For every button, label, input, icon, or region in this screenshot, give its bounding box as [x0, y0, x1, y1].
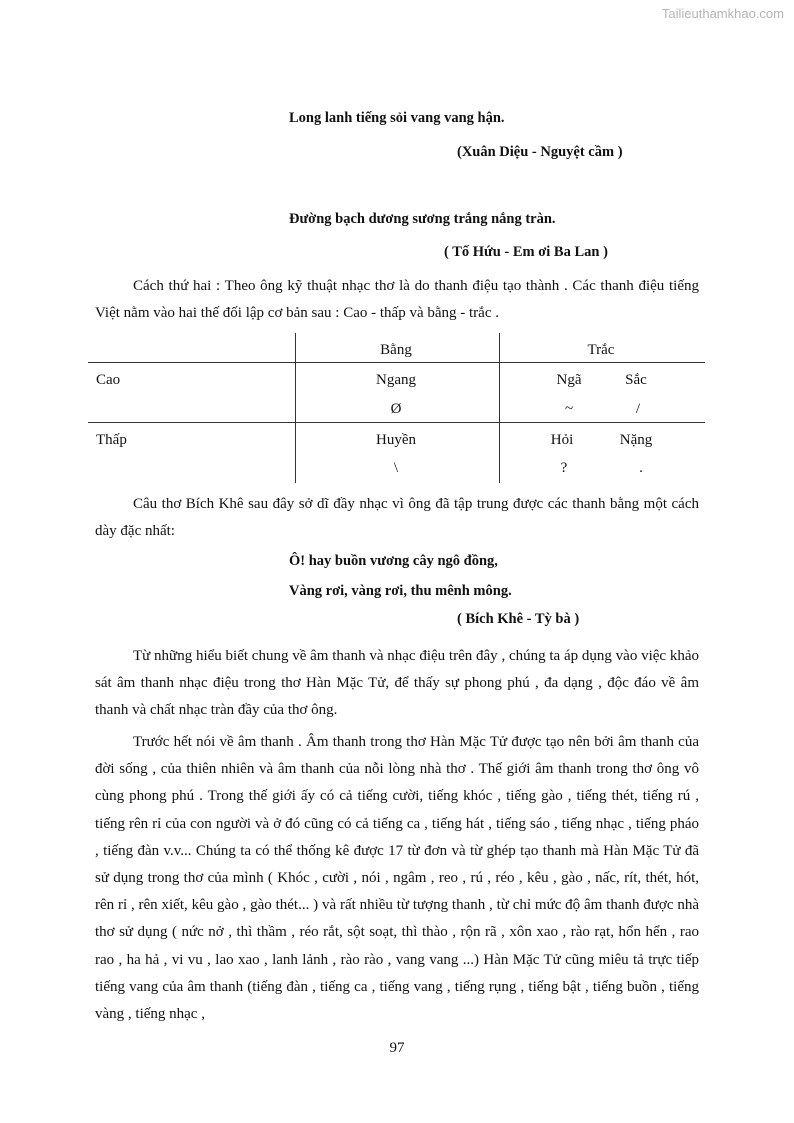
table-cell-ngang: Ngang: [376, 372, 416, 388]
paragraph-tone-intro: Cách thứ hai : Theo ông kỹ thuật nhạc thơ là do thanh điệu tạo thành . Các thanh điệu tiếng Việt nằm vào hai thế đối lập cơ bản sau : Cao - thấp và bằng - trắc .: [95, 278, 699, 322]
table-header-bang: Bằng: [380, 342, 412, 358]
table-mark-nga: ~: [564, 401, 574, 417]
quote-source-bich-khe: ( Bích Khê - Tỳ bà ): [457, 611, 580, 627]
table-column-divider-2: [499, 333, 500, 483]
table-mark-huyen: \: [393, 460, 399, 476]
page-number: 97: [389, 1040, 405, 1056]
table-mark-sac: /: [635, 401, 641, 417]
poem-line-bich-khe-2: Vàng rơi, vàng rơi, thu mênh mông.: [289, 583, 512, 599]
table-cell-huyen: Huyền: [376, 432, 416, 448]
quote-source-xuan-dieu: (Xuân Diệu - Nguyệt cầm ): [457, 144, 623, 160]
table-header-trac: Trắc: [587, 342, 615, 358]
tone-table: [88, 333, 705, 483]
table-cell-nang: Nặng: [619, 432, 653, 448]
poem-line-to-huu: Đường bạch dương sương trắng nắng tràn.: [289, 211, 556, 227]
table-mark-nang: .: [639, 460, 643, 476]
table-cell-hoi: Hỏi: [550, 432, 574, 448]
table-row-divider: [88, 422, 705, 423]
paragraph-bich-khe-intro: Câu thơ Bích Khê sau đây sở dĩ đầy nhạc vì ông đã tập trung được các thanh bằng một cách dày đặc nhất:: [95, 496, 699, 540]
table-cell-sac: Sắc: [625, 372, 647, 388]
paragraph-sound-analysis: Trước hết nói về âm thanh . Âm thanh trong thơ Hàn Mặc Tử được tạo nên bởi âm thanh của đời sống , của thiên nhiên và âm thanh của nỗi lòng nhà thơ . Thế giới âm thanh trong thơ ông vô cùng phong phú . Trong thế giới ấy có cả tiếng cười, tiếng khóc , tiếng gào , tiếng thét, tiếng rú , tiếng rên rỉ của con người và ở đó cũng có cả tiếng ca , tiếng hát , tiếng sáo , tiếng nhạc , tiếng pháo , tiếng đàn v.v... Chúng ta có thể thống kê được 17 từ đơn và từ ghép tạo thanh mà Hàn Mặc Tử đã sử dụng trong thơ của mình ( Khóc , cười , nói , ngâm , reo , rú , réo , kêu , gào , nấc, rít, thét, hót, rên rỉ , rên xiết, kêu gào , gào thét... ) và rất nhiều từ tượng thanh , từ chỉ mức độ âm thanh được nhà thơ sử dụng ( nức nở , thì thầm , réo rắt, sột soạt, thì thào , rộn rã , xôn xao , rào rạt, hổn hển , rao rao , ha hả , vi vu , lao xao , lanh lảnh , rào rào , vang vang ...) Hàn Mặc Tử cũng miêu tả trực tiếp tiếng vang của âm thanh (tiếng đàn , tiếng ca , tiếng vang , tiếng rụng , tiếng bật , tiếng buồn , tiếng vàng , tiếng nhạc ,: [95, 734, 699, 1023]
table-column-divider-1: [295, 333, 296, 483]
table-cell-nga: Ngã: [556, 372, 582, 388]
table-header-divider: [88, 362, 705, 363]
paragraph-han-mac-tu-intro: Từ những hiểu biết chung về âm thanh và nhạc điệu trên đây , chúng ta áp dụng vào việc khảo sát âm thanh nhạc điệu trong thơ Hàn Mặc Tử, để thấy sự phong phú , đa dạng , độc đáo về âm thanh và chất nhạc tràn đầy của thơ ông.: [95, 648, 699, 719]
poem-line-bich-khe-1: Ô! hay buồn vương cây ngô đồng,: [289, 553, 498, 569]
poem-line-xuan-dieu: Long lanh tiếng sỏi vang vang hận.: [289, 110, 505, 126]
table-row-label-cao: Cao: [96, 372, 121, 388]
watermark: Tailieuthamkhao.com: [661, 6, 784, 21]
quote-source-to-huu: ( Tố Hứu - Em ơi Ba Lan ): [444, 244, 608, 260]
table-row-label-thap: Thấp: [96, 432, 127, 448]
table-mark-ngang: Ø: [390, 401, 402, 417]
table-mark-hoi: ?: [560, 460, 568, 476]
